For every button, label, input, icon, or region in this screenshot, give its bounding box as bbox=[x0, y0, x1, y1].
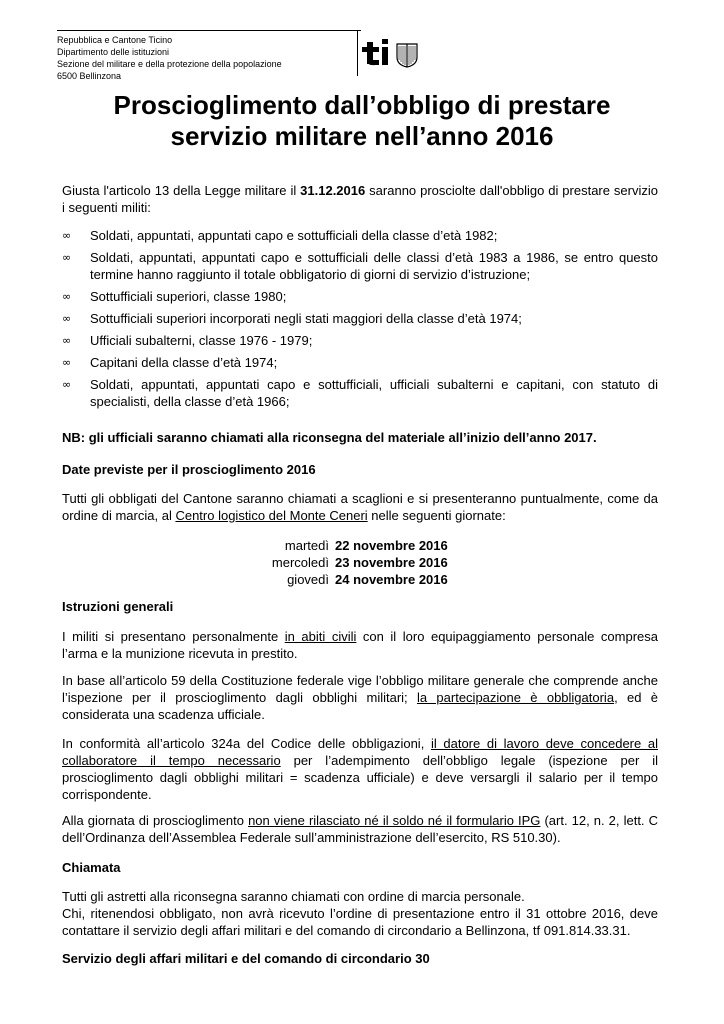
letterhead-line-department: Dipartimento delle istituzioni bbox=[57, 47, 170, 57]
list-item bbox=[62, 310, 658, 327]
p1-underlined: in abiti civili bbox=[284, 629, 357, 644]
ti-logo-icon bbox=[357, 30, 432, 76]
p3-text-a: In conformità all’articolo 324a del Codice delle obbligazioni, bbox=[62, 736, 431, 751]
p2-underlined: la partecipazione è obbligatoria bbox=[416, 690, 615, 705]
list-item-text: Sottufficiali superiori incorporati negli stati maggiori della classe d’età 1974; bbox=[90, 311, 522, 326]
p1-text-b: con il loro equipaggiamento personale compresa l’arma e la munizione ricevuta in prestito. bbox=[62, 629, 658, 661]
infinity-bullet-icon: ∞ bbox=[62, 251, 72, 264]
date-row bbox=[262, 554, 448, 571]
date-weekday: martedì bbox=[284, 538, 329, 553]
date-row bbox=[262, 571, 448, 588]
infinity-bullet-icon: ∞ bbox=[62, 356, 72, 369]
eligible-list bbox=[62, 227, 658, 415]
p3-text-b: per l’adempimento dell’obbligo legale (ispezione per il proscioglimento dagli obblighi militari = scadenza ufficiale) e deve versargli il salario per il tempo corrispondente. bbox=[62, 753, 658, 802]
p3-underlined: il datore di lavoro deve concedere al collaboratore il tempo necessario bbox=[62, 736, 658, 768]
intro-text-before: Giusta l'articolo 13 della Legge militare il bbox=[62, 183, 301, 198]
intro-paragraph bbox=[62, 182, 658, 216]
list-item bbox=[62, 376, 658, 410]
date-value: 23 novembre 2016 bbox=[335, 555, 448, 570]
list-item bbox=[62, 227, 658, 244]
infinity-bullet-icon: ∞ bbox=[62, 334, 72, 347]
chiamata-paragraph bbox=[62, 888, 658, 939]
istruzioni-paragraph-1 bbox=[62, 628, 658, 662]
nb-note: NB: gli ufficiali saranno chiamati alla riconsegna del materiale all’inizio dell’anno 2017. bbox=[62, 430, 597, 445]
intro-date: 31.12.2016 bbox=[300, 183, 366, 198]
infinity-bullet-icon: ∞ bbox=[62, 290, 72, 303]
canton-logo bbox=[357, 30, 432, 76]
date-row bbox=[262, 537, 448, 554]
chiamata-line-1: Tutti gli astretti alla riconsegna saranno chiamati con ordine di marcia personale. bbox=[62, 889, 525, 904]
centro-logistico-link[interactable]: Centro logistico del Monte Ceneri bbox=[175, 508, 368, 523]
list-item-text: Sottufficiali superiori, classe 1980; bbox=[90, 289, 287, 304]
istruzioni-paragraph-4 bbox=[62, 812, 658, 846]
istruzioni-paragraph-2 bbox=[62, 672, 658, 723]
list-item bbox=[62, 288, 658, 305]
date-weekday: mercoledì bbox=[271, 555, 329, 570]
istruzioni-paragraph-3 bbox=[62, 735, 658, 803]
date-value: 24 novembre 2016 bbox=[335, 572, 448, 587]
date-value: 22 novembre 2016 bbox=[335, 538, 448, 553]
letterhead-line-section: Sezione del militare e della protezione della popolazione bbox=[57, 59, 282, 69]
p2-text-b: , ed è considerata una scadenza ufficiale. bbox=[62, 690, 658, 722]
title-line-2: servizio militare nell’anno 2016 bbox=[170, 121, 554, 151]
list-item-text: Soldati, appuntati, appuntati capo e sottufficiali delle classi d’età 1983 a 1986, se entro questo termine hanno raggiunto il totale obbligatorio di giorni di servizio d’istruzione; bbox=[90, 250, 658, 282]
list-item-text: Capitani della classe d’età 1974; bbox=[90, 355, 278, 370]
list-item-text: Ufficiali subalterni, classe 1976 - 1979; bbox=[90, 333, 313, 348]
list-item bbox=[62, 354, 658, 371]
chiamata-line-2: Chi, ritenendosi obbligato, non avrà ricevuto l’ordine di presentazione entro il 31 ottobre 2016, deve contattare il servizio degli affari militari e del comando di circondario a Bellinzona, tf 091.814.33.31. bbox=[62, 906, 658, 938]
p4-underlined: non viene rilasciato né il soldo né il formulario IPG bbox=[248, 813, 541, 828]
list-item-text: Soldati, appuntati, appuntati capo e sottufficiali della classe d’età 1982; bbox=[90, 228, 498, 243]
dates-list bbox=[262, 537, 448, 588]
dates-text-before: Tutti gli obbligati del Cantone saranno chiamati a scaglioni e si presenteranno puntualmente, come da ordine di marcia, al bbox=[62, 491, 658, 523]
p2-text-a: In base all’articolo 59 della Costituzione federale vige l’obbligo militare generale che comprende anche l’ispezione per il proscioglimento dagli obblighi militari; bbox=[62, 673, 658, 705]
chiamata-heading: Chiamata bbox=[62, 860, 121, 875]
letterhead bbox=[57, 30, 361, 82]
list-item-text: Soldati, appuntati, appuntati capo e sottufficiali, ufficiali subalterni e capitani, con statuto di specialisti, della classe d’età 1966; bbox=[90, 377, 658, 409]
istruzioni-heading: Istruzioni generali bbox=[62, 599, 174, 614]
list-item bbox=[62, 332, 658, 349]
list-item bbox=[62, 249, 658, 283]
p4-text-a: Alla giornata di proscioglimento bbox=[62, 813, 249, 828]
footer-heading: Servizio degli affari militari e del comando di circondario 30 bbox=[62, 951, 430, 966]
title-line-1: Proscioglimento dall’obbligo di prestare bbox=[113, 90, 611, 120]
infinity-bullet-icon: ∞ bbox=[62, 378, 72, 391]
date-weekday: giovedì bbox=[287, 572, 329, 587]
infinity-bullet-icon: ∞ bbox=[62, 312, 72, 325]
p4-text-b: (art. 12, n. 2, lett. C dell’Ordinanza dell’Assemblea Federale sull’amministrazione dell’esercito, RS 510.30). bbox=[62, 813, 658, 845]
dates-paragraph bbox=[62, 490, 658, 524]
dates-heading: Date previste per il proscioglimento 2016 bbox=[62, 462, 316, 477]
intro-text-after: saranno prosciolte dall'obbligo di prestare servizio i seguenti militi: bbox=[62, 183, 658, 215]
letterhead-line-address: 6500 Bellinzona bbox=[57, 71, 122, 81]
dates-text-after: nelle seguenti giornate: bbox=[367, 508, 506, 523]
p1-text-a: I militi si presentano personalmente bbox=[62, 629, 285, 644]
page-title bbox=[60, 90, 664, 152]
letterhead-line-republic: Repubblica e Cantone Ticino bbox=[57, 35, 173, 45]
infinity-bullet-icon: ∞ bbox=[62, 229, 72, 242]
